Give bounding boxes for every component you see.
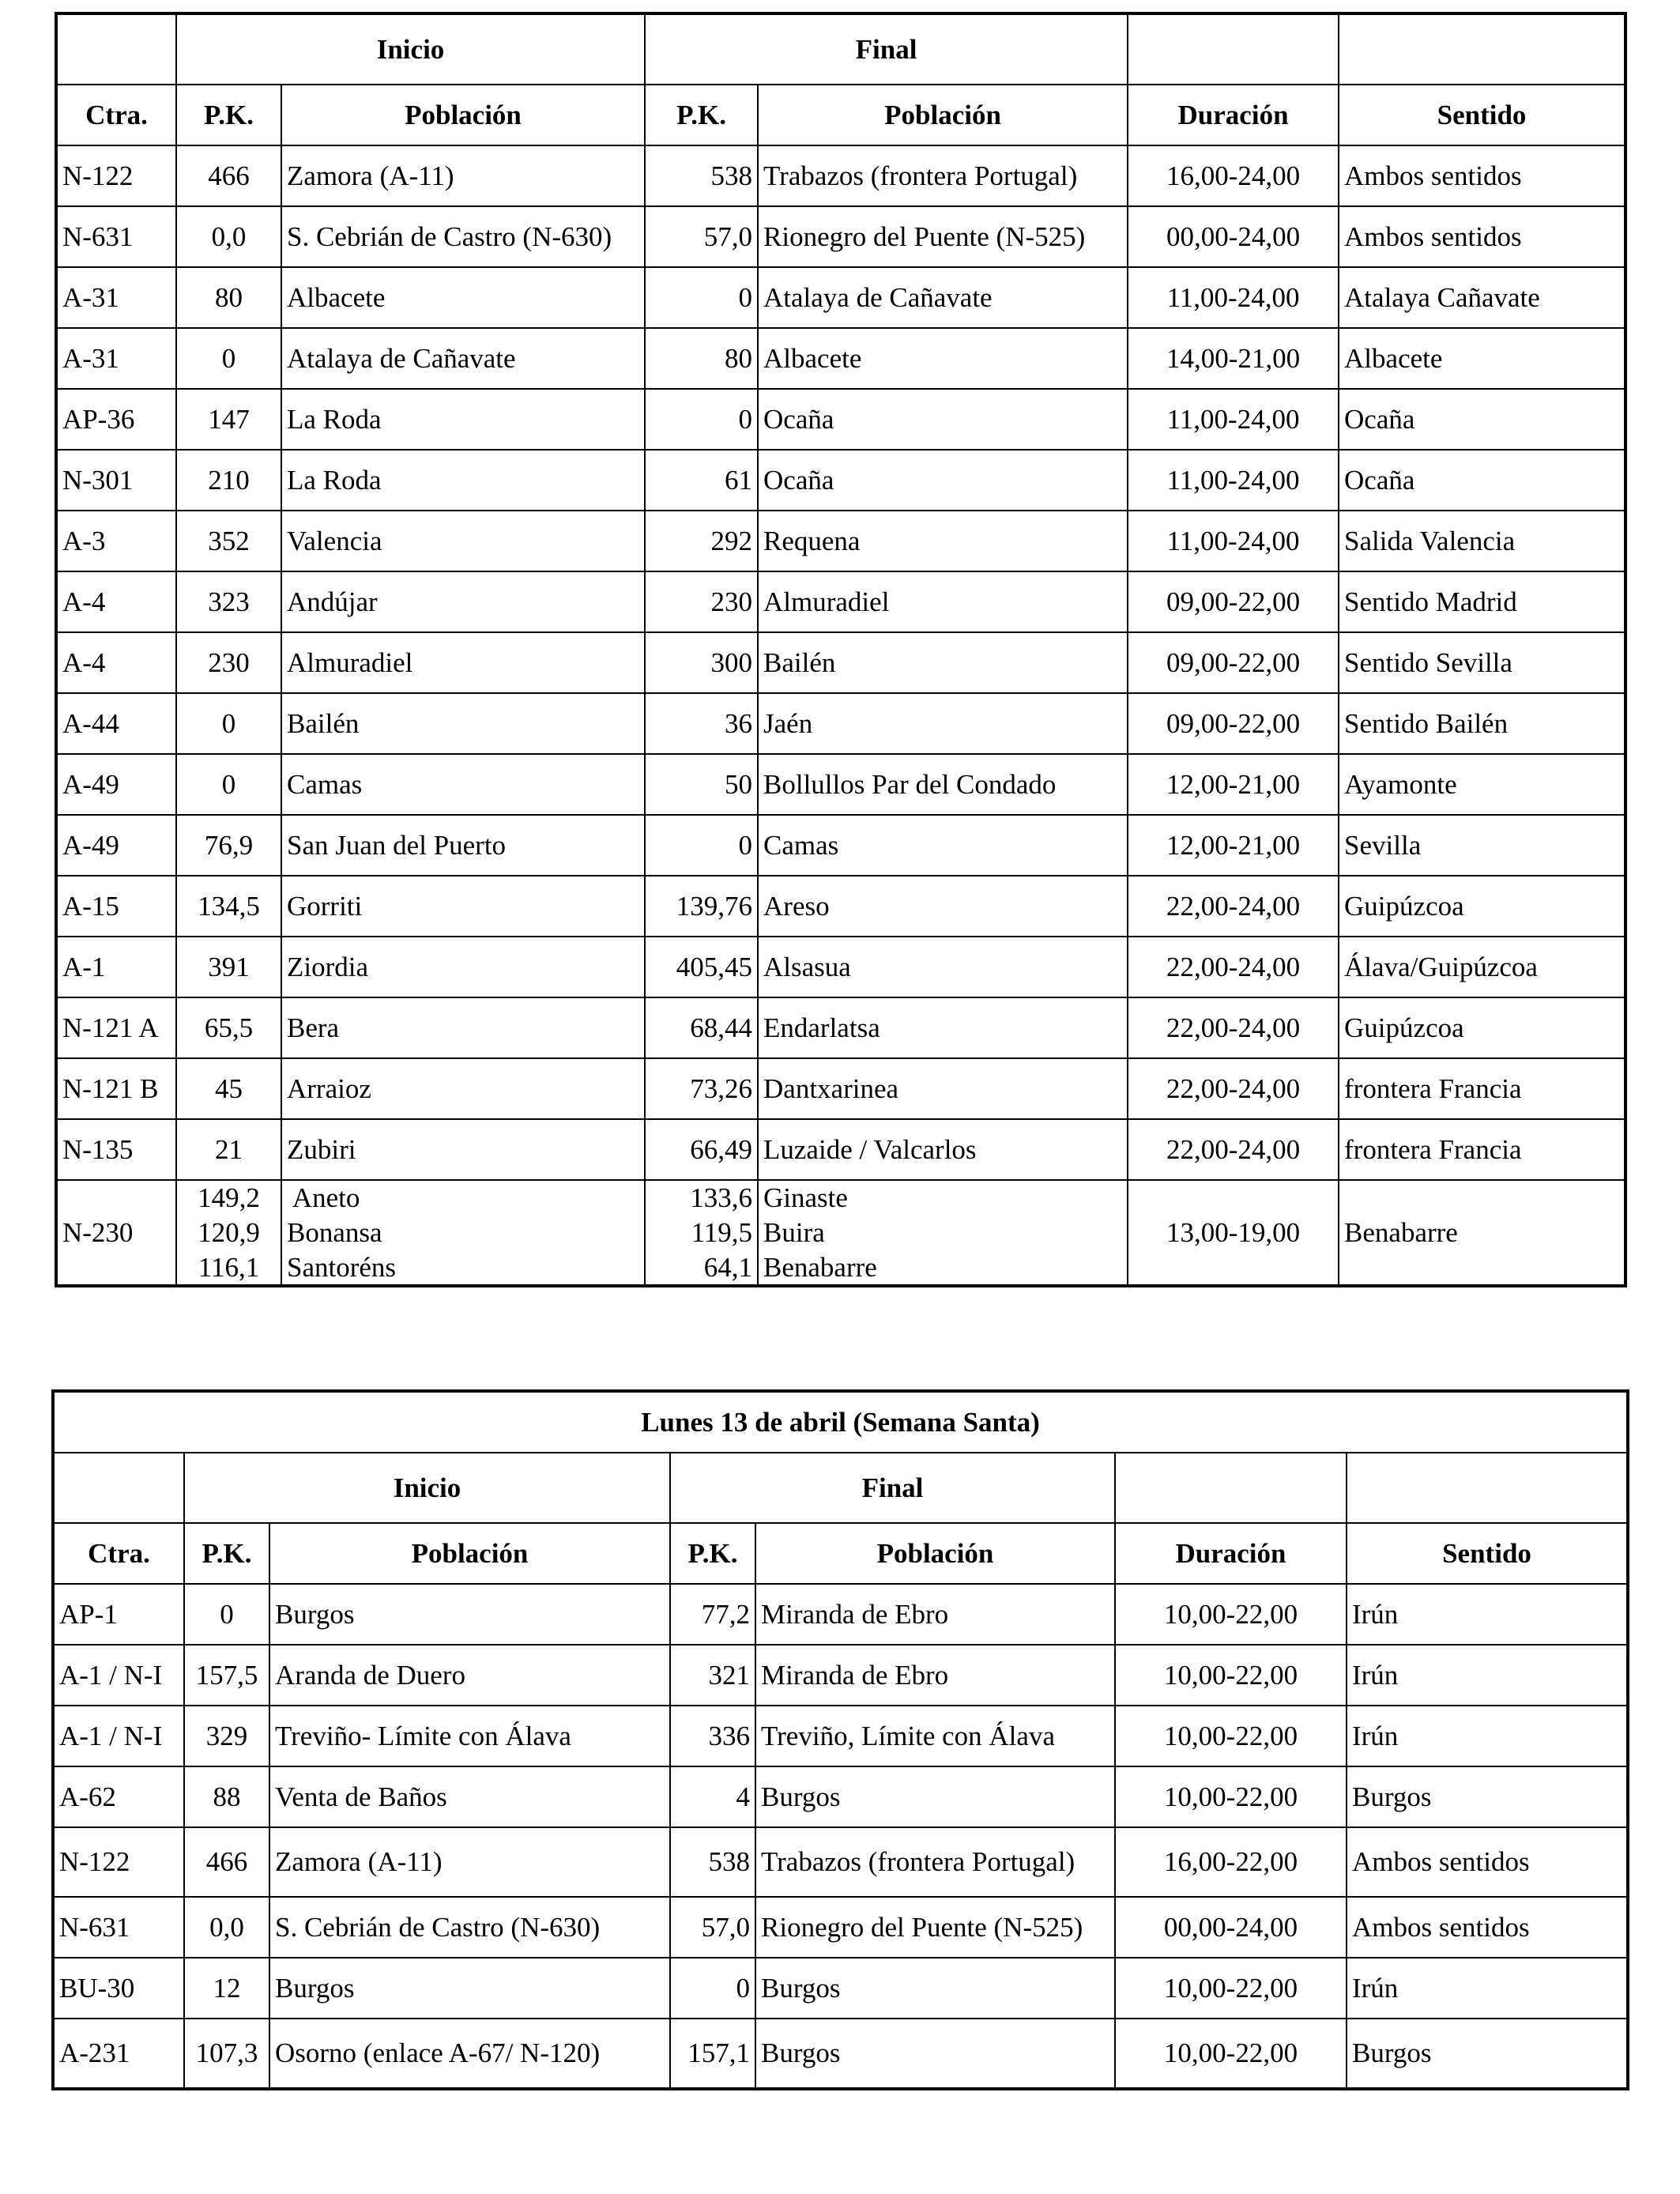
sentido-cell: Ambos sentidos xyxy=(1347,1827,1627,1897)
poblacion-end-cell: Burgos xyxy=(755,1958,1115,2019)
poblacion-end-header: Población xyxy=(755,1523,1115,1584)
table-row xyxy=(54,1584,1627,1645)
poblacion-end-cell: Bailén xyxy=(758,632,1128,693)
group-header-row xyxy=(57,14,1625,85)
poblacion-end-cell: Jaén xyxy=(758,693,1128,754)
table-row xyxy=(54,1706,1627,1766)
duracion-cell: 09,00-22,00 xyxy=(1128,632,1339,693)
ctra-cell: A-1 / N-I xyxy=(54,1706,184,1766)
table-row xyxy=(57,876,1625,937)
pk-end-cell: 405,45 xyxy=(645,937,758,997)
ctra-cell: A-49 xyxy=(57,754,176,815)
title-row xyxy=(54,1392,1627,1453)
sentido-cell: Burgos xyxy=(1347,2019,1627,2088)
poblacion-end-cell: Rionegro del Puente (N-525) xyxy=(755,1897,1115,1958)
sentido-cell: frontera Francia xyxy=(1339,1119,1625,1180)
pk-end-cell: 73,26 xyxy=(645,1058,758,1119)
pk-start-cell: 466 xyxy=(176,145,281,206)
table-row xyxy=(57,754,1625,815)
pk-end-cell: 0 xyxy=(670,1958,755,2019)
pk-start-cell: 21 xyxy=(176,1119,281,1180)
inicio-header: Inicio xyxy=(176,14,645,85)
poblacion-start-cell: Almuradiel xyxy=(281,632,645,693)
poblacion-end-cell: Miranda de Ebro xyxy=(755,1645,1115,1706)
stacked-value: Ginaste xyxy=(763,1182,848,1213)
poblacion-start-header: Población xyxy=(269,1523,670,1584)
pk-start-cell: 391 xyxy=(176,937,281,997)
inicio-header: Inicio xyxy=(184,1453,670,1523)
duracion-header: Duración xyxy=(1115,1523,1347,1584)
poblacion-start-cell: Gorriti xyxy=(281,876,645,937)
ctra-cell: A-44 xyxy=(57,693,176,754)
poblacion-start-cell: S. Cebrián de Castro (N-630) xyxy=(269,1897,670,1958)
poblacion-end-cell: Albacete xyxy=(758,328,1128,389)
poblacion-start-cell: Albacete xyxy=(281,267,645,328)
stacked-value: 149,2 xyxy=(198,1182,260,1213)
pk-end-cell: 321 xyxy=(670,1645,755,1706)
sentido-cell: Atalaya Cañavate xyxy=(1339,267,1625,328)
ctra-cell: A-31 xyxy=(57,267,176,328)
poblacion-start-cell: Aranda de Duero xyxy=(269,1645,670,1706)
poblacion-end-cell: Almuradiel xyxy=(758,571,1128,632)
pk-start-cell: 134,5 xyxy=(176,876,281,937)
stacked-value: Benabarre xyxy=(763,1251,877,1283)
duracion-cell: 10,00-22,00 xyxy=(1115,2019,1347,2088)
table-row xyxy=(54,1645,1627,1706)
ctra-cell: N-631 xyxy=(57,206,176,267)
duracion-cell: 10,00-22,00 xyxy=(1115,1706,1347,1766)
sentido-cell: Salida Valencia xyxy=(1339,511,1625,571)
sentido-cell: Ambos sentidos xyxy=(1339,145,1625,206)
sentido-cell: Sentido Bailén xyxy=(1339,693,1625,754)
column-header-row xyxy=(54,1523,1627,1584)
duracion-cell: 10,00-22,00 xyxy=(1115,1766,1347,1827)
duracion-cell: 10,00-22,00 xyxy=(1115,1584,1347,1645)
pk-end-cell: 538 xyxy=(670,1827,755,1897)
pk-end-cell: 4 xyxy=(670,1766,755,1827)
final-header: Final xyxy=(645,14,1128,85)
empty-header-cell xyxy=(1115,1453,1347,1523)
poblacion-end-cell: Miranda de Ebro xyxy=(755,1584,1115,1645)
pk-end-cell: 292 xyxy=(645,511,758,571)
pk-end-cell: 538 xyxy=(645,145,758,206)
pk-end-header: P.K. xyxy=(645,85,758,145)
pk-start-cell: 0 xyxy=(184,1584,269,1645)
pk-start-cell: 107,3 xyxy=(184,2019,269,2088)
sentido-cell: Irún xyxy=(1347,1584,1627,1645)
poblacion-start-cell: Atalaya de Cañavate xyxy=(281,328,645,389)
pk-start-cell: 352 xyxy=(176,511,281,571)
pk-start-cell: 0,0 xyxy=(176,206,281,267)
sentido-cell: Ambos sentidos xyxy=(1347,1897,1627,1958)
table-row xyxy=(54,1827,1627,1897)
table-row xyxy=(57,632,1625,693)
poblacion-start-cell: Burgos xyxy=(269,1958,670,2019)
duracion-cell: 22,00-24,00 xyxy=(1128,1058,1339,1119)
poblacion-start-cell: Bailén xyxy=(281,693,645,754)
poblacion-end-cell: Trabazos (frontera Portugal) xyxy=(758,145,1128,206)
ctra-cell: A-4 xyxy=(57,632,176,693)
duracion-cell: 22,00-24,00 xyxy=(1128,937,1339,997)
duracion-cell: 11,00-24,00 xyxy=(1128,267,1339,328)
pk-end-cell: 230 xyxy=(645,571,758,632)
poblacion-end-cell: Rionegro del Puente (N-525) xyxy=(758,206,1128,267)
table-row xyxy=(57,815,1625,876)
ctra-cell: N-122 xyxy=(57,145,176,206)
empty-header-cell xyxy=(1347,1453,1627,1523)
sentido-cell: Burgos xyxy=(1347,1766,1627,1827)
duracion-cell: 14,00-21,00 xyxy=(1128,328,1339,389)
table-row xyxy=(57,1058,1625,1119)
duracion-cell: 22,00-24,00 xyxy=(1128,997,1339,1058)
poblacion-end-cell xyxy=(758,1180,1128,1285)
table-row xyxy=(57,328,1625,389)
poblacion-end-cell: Bollullos Par del Condado xyxy=(758,754,1128,815)
poblacion-start-cell xyxy=(281,1180,645,1285)
poblacion-start-cell: Venta de Baños xyxy=(269,1766,670,1827)
ctra-cell: A-49 xyxy=(57,815,176,876)
duracion-cell: 11,00-24,00 xyxy=(1128,389,1339,450)
pk-end-cell: 57,0 xyxy=(670,1897,755,1958)
pk-end-cell: 0 xyxy=(645,815,758,876)
poblacion-start-cell: Zamora (A-11) xyxy=(269,1827,670,1897)
pk-start-cell: 230 xyxy=(176,632,281,693)
closures-table-2 xyxy=(53,1391,1628,2089)
duracion-cell: 16,00-24,00 xyxy=(1128,145,1339,206)
ctra-header: Ctra. xyxy=(54,1523,184,1584)
pk-end-cell xyxy=(645,1180,758,1285)
pk-start-header: P.K. xyxy=(176,85,281,145)
stacked-value: 119,5 xyxy=(691,1216,753,1248)
sentido-cell: Benabarre xyxy=(1339,1180,1625,1285)
table-row xyxy=(54,1897,1627,1958)
ctra-cell: N-121 B xyxy=(57,1058,176,1119)
sentido-header: Sentido xyxy=(1339,85,1625,145)
pk-end-cell: 57,0 xyxy=(645,206,758,267)
sentido-cell: frontera Francia xyxy=(1339,1058,1625,1119)
poblacion-start-cell: S. Cebrián de Castro (N-630) xyxy=(281,206,645,267)
ctra-cell: A-231 xyxy=(54,2019,184,2088)
ctra-cell: AP-1 xyxy=(54,1584,184,1645)
duracion-cell: 10,00-22,00 xyxy=(1115,1958,1347,2019)
table-row xyxy=(57,1119,1625,1180)
table-row xyxy=(57,1180,1625,1285)
pk-start-cell: 323 xyxy=(176,571,281,632)
poblacion-end-cell: Dantxarinea xyxy=(758,1058,1128,1119)
poblacion-end-cell: Atalaya de Cañavate xyxy=(758,267,1128,328)
sentido-cell: Irún xyxy=(1347,1706,1627,1766)
ctra-cell: A-4 xyxy=(57,571,176,632)
table-row xyxy=(54,2019,1627,2088)
pk-start-cell: 88 xyxy=(184,1766,269,1827)
poblacion-start-cell: San Juan del Puerto xyxy=(281,815,645,876)
ctra-cell: A-31 xyxy=(57,328,176,389)
poblacion-start-cell: Valencia xyxy=(281,511,645,571)
stacked-value: 116,1 xyxy=(198,1251,260,1283)
poblacion-end-cell: Requena xyxy=(758,511,1128,571)
duracion-cell: 09,00-22,00 xyxy=(1128,693,1339,754)
ctra-cell: A-3 xyxy=(57,511,176,571)
pk-end-cell: 0 xyxy=(645,389,758,450)
duracion-cell: 13,00-19,00 xyxy=(1128,1180,1339,1285)
empty-header-cell xyxy=(1339,14,1625,85)
duracion-cell: 16,00-22,00 xyxy=(1115,1827,1347,1897)
poblacion-end-cell: Alsasua xyxy=(758,937,1128,997)
table-row xyxy=(57,389,1625,450)
poblacion-start-cell: Zubiri xyxy=(281,1119,645,1180)
table-row xyxy=(57,997,1625,1058)
table-row xyxy=(57,937,1625,997)
pk-end-cell: 77,2 xyxy=(670,1584,755,1645)
poblacion-start-cell: Treviño- Límite con Álava xyxy=(269,1706,670,1766)
group-header-row xyxy=(54,1453,1627,1523)
stacked-value: Aneto xyxy=(287,1182,360,1213)
pk-start-cell: 76,9 xyxy=(176,815,281,876)
duracion-cell: 10,00-22,00 xyxy=(1115,1645,1347,1706)
poblacion-start-cell: Andújar xyxy=(281,571,645,632)
stacked-value: Santoréns xyxy=(287,1251,397,1283)
pk-end-header: P.K. xyxy=(670,1523,755,1584)
poblacion-end-cell: Ocaña xyxy=(758,450,1128,511)
pk-start-cell: 0 xyxy=(176,328,281,389)
sentido-cell: Irún xyxy=(1347,1958,1627,2019)
duracion-header: Duración xyxy=(1128,85,1339,145)
duracion-cell: 11,00-24,00 xyxy=(1128,450,1339,511)
pk-start-cell: 65,5 xyxy=(176,997,281,1058)
pk-start-cell xyxy=(176,1180,281,1285)
pk-start-cell: 0 xyxy=(176,693,281,754)
poblacion-end-cell: Trabazos (frontera Portugal) xyxy=(755,1827,1115,1897)
sentido-cell: Sentido Sevilla xyxy=(1339,632,1625,693)
ctra-cell: AP-36 xyxy=(57,389,176,450)
empty-header-cell xyxy=(1128,14,1339,85)
poblacion-start-cell: Burgos xyxy=(269,1584,670,1645)
poblacion-start-cell: Zamora (A-11) xyxy=(281,145,645,206)
poblacion-start-cell: Osorno (enlace A-67/ N-120) xyxy=(269,2019,670,2088)
closures-table-1 xyxy=(56,13,1625,1286)
duracion-cell: 12,00-21,00 xyxy=(1128,754,1339,815)
table-row xyxy=(57,206,1625,267)
table-row xyxy=(54,1766,1627,1827)
duracion-cell: 00,00-24,00 xyxy=(1128,206,1339,267)
pk-end-cell: 66,49 xyxy=(645,1119,758,1180)
sentido-cell: Ocaña xyxy=(1339,389,1625,450)
table-row xyxy=(54,1958,1627,2019)
poblacion-start-cell: Arraioz xyxy=(281,1058,645,1119)
ctra-cell: A-1 / N-I xyxy=(54,1645,184,1706)
poblacion-end-cell: Treviño, Límite con Álava xyxy=(755,1706,1115,1766)
duracion-cell: 12,00-21,00 xyxy=(1128,815,1339,876)
pk-start-cell: 210 xyxy=(176,450,281,511)
poblacion-end-cell: Ocaña xyxy=(758,389,1128,450)
stacked-value: Buira xyxy=(763,1216,825,1248)
pk-end-cell: 80 xyxy=(645,328,758,389)
duracion-cell: 22,00-24,00 xyxy=(1128,876,1339,937)
ctra-cell: N-135 xyxy=(57,1119,176,1180)
ctra-cell: A-1 xyxy=(57,937,176,997)
pk-start-header: P.K. xyxy=(184,1523,269,1584)
pk-end-cell: 157,1 xyxy=(670,2019,755,2088)
sentido-header: Sentido xyxy=(1347,1523,1627,1584)
pk-start-cell: 12 xyxy=(184,1958,269,2019)
duracion-cell: 09,00-22,00 xyxy=(1128,571,1339,632)
pk-end-cell: 61 xyxy=(645,450,758,511)
table-row xyxy=(57,511,1625,571)
pk-end-cell: 336 xyxy=(670,1706,755,1766)
sentido-cell: Álava/Guipúzcoa xyxy=(1339,937,1625,997)
poblacion-start-cell: La Roda xyxy=(281,389,645,450)
stacked-value: 133,6 xyxy=(690,1182,753,1213)
stacked-value: Bonansa xyxy=(287,1216,382,1248)
pk-end-cell: 0 xyxy=(645,267,758,328)
poblacion-start-cell: La Roda xyxy=(281,450,645,511)
poblacion-end-cell: Areso xyxy=(758,876,1128,937)
pk-end-cell: 300 xyxy=(645,632,758,693)
table-row xyxy=(57,693,1625,754)
poblacion-end-header: Población xyxy=(758,85,1128,145)
table-row xyxy=(57,145,1625,206)
ctra-cell: BU-30 xyxy=(54,1958,184,2019)
poblacion-end-cell: Camas xyxy=(758,815,1128,876)
sentido-cell: Ambos sentidos xyxy=(1339,206,1625,267)
duracion-cell: 11,00-24,00 xyxy=(1128,511,1339,571)
sentido-cell: Ayamonte xyxy=(1339,754,1625,815)
sentido-cell: Albacete xyxy=(1339,328,1625,389)
empty-header-cell xyxy=(54,1453,184,1523)
stacked-value: 120,9 xyxy=(198,1216,260,1248)
pk-end-cell: 139,76 xyxy=(645,876,758,937)
pk-start-cell: 0 xyxy=(176,754,281,815)
sentido-cell: Irún xyxy=(1347,1645,1627,1706)
ctra-cell: N-301 xyxy=(57,450,176,511)
poblacion-start-cell: Camas xyxy=(281,754,645,815)
pk-end-cell: 68,44 xyxy=(645,997,758,1058)
poblacion-start-cell: Bera xyxy=(281,997,645,1058)
poblacion-end-cell: Endarlatsa xyxy=(758,997,1128,1058)
poblacion-end-cell: Burgos xyxy=(755,2019,1115,2088)
column-header-row xyxy=(57,85,1625,145)
poblacion-end-cell: Burgos xyxy=(755,1766,1115,1827)
sentido-cell: Sevilla xyxy=(1339,815,1625,876)
ctra-cell: N-121 A xyxy=(57,997,176,1058)
stacked-value: 64,1 xyxy=(703,1251,753,1283)
poblacion-end-cell: Luzaide / Valcarlos xyxy=(758,1119,1128,1180)
pk-start-cell: 466 xyxy=(184,1827,269,1897)
ctra-cell: N-122 xyxy=(54,1827,184,1897)
ctra-cell: A-62 xyxy=(54,1766,184,1827)
sentido-cell: Sentido Madrid xyxy=(1339,571,1625,632)
table-row xyxy=(57,571,1625,632)
pk-start-cell: 45 xyxy=(176,1058,281,1119)
empty-header-cell xyxy=(57,14,176,85)
pk-start-cell: 0,0 xyxy=(184,1897,269,1958)
poblacion-start-header: Población xyxy=(281,85,645,145)
duracion-cell: 00,00-24,00 xyxy=(1115,1897,1347,1958)
pk-start-cell: 157,5 xyxy=(184,1645,269,1706)
sentido-cell: Guipúzcoa xyxy=(1339,997,1625,1058)
pk-start-cell: 329 xyxy=(184,1706,269,1766)
duracion-cell: 22,00-24,00 xyxy=(1128,1119,1339,1180)
ctra-cell: N-631 xyxy=(54,1897,184,1958)
pk-end-cell: 50 xyxy=(645,754,758,815)
sentido-cell: Guipúzcoa xyxy=(1339,876,1625,937)
ctra-cell: N-230 xyxy=(57,1180,176,1285)
ctra-cell: A-15 xyxy=(57,876,176,937)
pk-end-cell: 36 xyxy=(645,693,758,754)
table-row xyxy=(57,450,1625,511)
pk-start-cell: 80 xyxy=(176,267,281,328)
pk-start-cell: 147 xyxy=(176,389,281,450)
table-row xyxy=(57,267,1625,328)
poblacion-start-cell: Ziordia xyxy=(281,937,645,997)
sentido-cell: Ocaña xyxy=(1339,450,1625,511)
table-title: Lunes 13 de abril (Semana Santa) xyxy=(54,1392,1627,1453)
ctra-header: Ctra. xyxy=(57,85,176,145)
final-header: Final xyxy=(670,1453,1115,1523)
